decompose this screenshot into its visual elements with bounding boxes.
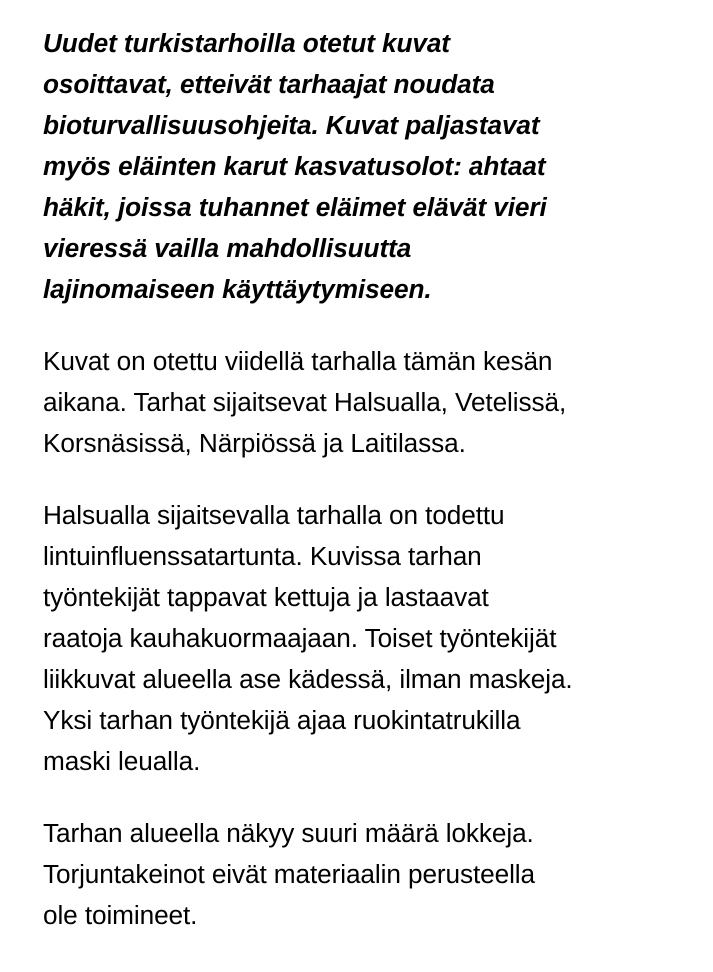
paragraph-locations	[43, 341, 683, 464]
lead-line: häkit, joissa tuhannet eläimet elävät vieri	[43, 192, 547, 222]
paragraph-avian-flu	[43, 495, 683, 782]
paragraph-line: Torjuntakeinot eivät materiaalin perusteella	[43, 859, 535, 889]
paragraph-gulls	[43, 813, 683, 936]
lead-line: Uudet turkistarhoilla otetut kuvat	[43, 28, 450, 58]
paragraph-line: raatoja kauhakuormaajaan. Toiset työntekijät	[43, 623, 557, 653]
lead-line: lajinomaiseen käyttäytymiseen.	[43, 274, 432, 304]
lead-paragraph	[43, 23, 683, 310]
paragraph-line: lintuinfluenssatartunta. Kuvissa tarhan	[43, 541, 482, 571]
lead-line: vieressä vailla mahdollisuutta	[43, 233, 412, 263]
paragraph-line: Korsnäsissä, Närpiössä ja Laitilassa.	[43, 428, 466, 458]
paragraph-line: Tarhan alueella näkyy suuri määrä lokkeja.	[43, 818, 534, 848]
lead-line: osoittavat, etteivät tarhaajat noudata	[43, 69, 495, 99]
paragraph-line: liikkuvat alueella ase kädessä, ilman maskeja.	[43, 664, 573, 694]
paragraph-line: Kuvat on otettu viidellä tarhalla tämän kesän	[43, 346, 553, 376]
paragraph-line: työntekijät tappavat kettuja ja lastaavat	[43, 582, 489, 612]
lead-line: bioturvallisuusohjeita. Kuvat paljastavat	[43, 110, 540, 140]
lead-line: myös eläinten karut kasvatusolot: ahtaat	[43, 151, 546, 181]
article-body	[43, 23, 683, 936]
paragraph-line: maski leualla.	[43, 746, 201, 776]
paragraph-line: Halsualla sijaitsevalla tarhalla on todettu	[43, 500, 505, 530]
paragraph-line: Yksi tarhan työntekijä ajaa ruokintatrukilla	[43, 705, 521, 735]
paragraph-line: ole toimineet.	[43, 900, 198, 930]
paragraph-line: aikana. Tarhat sijaitsevat Halsualla, Vetelissä,	[43, 387, 567, 417]
